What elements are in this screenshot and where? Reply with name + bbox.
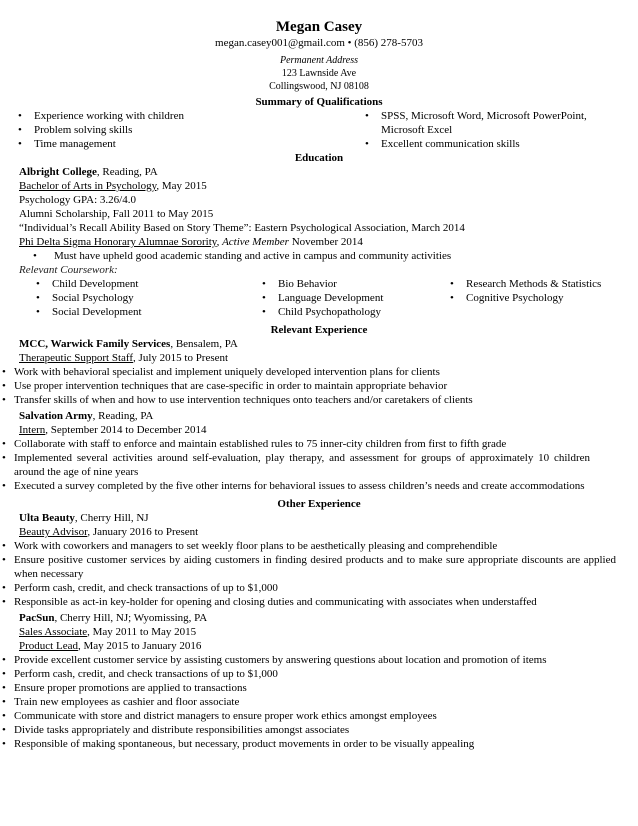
list-item: • Language Development [248, 291, 436, 305]
list-item: • Divide tasks appropriately and distribute responsibilities amongst associates [0, 723, 616, 737]
list-item: • Perform cash, credit, and check transactions of up to $1,000 [0, 667, 616, 681]
list-item: • SPSS, Microsoft Word, Microsoft PowerPoint, Microsoft Excel [351, 109, 601, 137]
list-item: • Social Psychology [22, 291, 248, 305]
list-item: • Excellent communication skills [351, 137, 601, 151]
list-item: • Use proper intervention techniques that are case-specific in order to maintain appropriate behavior [0, 379, 592, 393]
summary-heading: Summary of Qualifications [255, 96, 383, 108]
course-list-1 [0, 277, 248, 319]
list-item: • Social Development [22, 305, 248, 319]
list-item: • Ensure positive customer services by aiding customers in finding desired products and to make sure appropriate discounts are applied when necessary [0, 553, 616, 581]
coursework-columns [0, 277, 638, 319]
other-experience-heading: Other Experience [277, 498, 361, 510]
list-item: • Responsible of making spontaneous, but necessary, product movements in order to be visually appealing [0, 737, 616, 751]
education-heading: Education [294, 152, 344, 164]
org-location: , Reading, PA [92, 410, 154, 422]
job-title: Sales Associate [19, 626, 88, 638]
sorority-line: Phi Delta Sigma Honorary Alumnae Sorority, Active Member November 2014 [19, 236, 363, 248]
org-name: Ulta Beauty [19, 512, 75, 524]
list-item: • Perform cash, credit, and check transactions of up to $1,000 [0, 581, 616, 595]
list-item: • Implemented several activities around self-evaluation, play therapy, and assessment for groups of approximately 10 children around the age of nine years [0, 451, 590, 479]
list-item: • Work with coworkers and managers to set weekly floor plans to be aesthetically pleasing and comprehendible [0, 539, 616, 553]
job-title: Intern [19, 424, 46, 436]
list-item: • Problem solving skills [4, 123, 351, 137]
job-title: Beauty Advisor [19, 526, 88, 538]
relevant-experience-heading: Relevant Experience [270, 324, 368, 336]
contact-line: megan.casey001@gmail.com • (856) 278-5703 [215, 37, 423, 49]
job-date: , September 2014 to December 2014 [45, 424, 207, 436]
job-pacsun-bullets [0, 653, 638, 751]
job-date: , July 2015 to Present [133, 352, 229, 364]
school-location: , Reading, PA [96, 166, 158, 178]
course-list-3 [436, 277, 626, 319]
list-item: • Transfer skills of when and how to use intervention techniques onto teachers and/or caretakers of clients [0, 393, 592, 407]
list-item: • Cognitive Psychology [436, 291, 626, 305]
sorority-role: Active Member [222, 236, 289, 248]
job-date: , January 2016 to Present [87, 526, 199, 538]
org-name: Salvation Army [19, 410, 93, 422]
list-item: • Time management [4, 137, 351, 151]
permanent-address-label: Permanent Address [279, 55, 359, 66]
list-item: • Experience working with children [4, 109, 351, 123]
org-location: , Cherry Hill, NJ; Wyomissing, PA [54, 612, 208, 624]
address-line-1: 123 Lawnside Ave [281, 68, 357, 79]
job-salvation-bullets [0, 437, 638, 493]
education-block [0, 165, 638, 277]
school-name: Albright College [19, 166, 97, 178]
degree-date: , May 2015 [156, 180, 207, 192]
gpa: Psychology GPA: 3.26/4.0 [19, 194, 136, 206]
org-name: PacSun [19, 612, 55, 624]
coursework-label: Relevant Coursework: [19, 264, 118, 276]
list-item: • Research Methods & Statistics [436, 277, 626, 291]
degree: Bachelor of Arts in Psychology [19, 180, 157, 192]
job-ulta-header [0, 511, 638, 539]
job-title: Therapeutic Support Staff [19, 352, 134, 364]
degree-line [19, 179, 638, 193]
summary-list-left [0, 109, 351, 151]
job-pacsun-header [0, 611, 638, 653]
list-item: • Executed a survey completed by the five other interns for behavioral issues to assess children’s needs and create accommodations [0, 479, 590, 493]
sorority-date: November 2014 [288, 236, 363, 248]
job-mcc-bullets [0, 365, 638, 407]
job-date: , May 2015 to January 2016 [77, 640, 202, 652]
job-salvation-header [0, 409, 638, 437]
list-item: • Communicate with store and district managers to ensure proper work ethics amongst employees [0, 709, 616, 723]
list-item: • Must have upheld good academic standing and active in campus and community activities [19, 249, 638, 263]
job-title: Product Lead [19, 640, 78, 652]
candidate-name: Megan Casey [275, 19, 363, 35]
list-item: • Child Psychopathology [248, 305, 436, 319]
org-location: , Cherry Hill, NJ [74, 512, 149, 524]
org-location: , Bensalem, PA [170, 338, 238, 350]
sorority-name: Phi Delta Sigma Honorary Alumnae Sorority [19, 236, 217, 248]
list-item: • Ensure proper promotions are applied to transactions [0, 681, 616, 695]
list-item: • Responsible as act-in key-holder for opening and closing duties and communicating with associates when understaffed [0, 595, 616, 609]
school-line [19, 165, 638, 179]
summary-columns [0, 109, 638, 151]
scholarship: Alumni Scholarship, Fall 2011 to May 2015 [19, 208, 214, 220]
list-item: • Provide excellent customer service by assisting customers by answering questions about location and promotion of items [0, 653, 616, 667]
summary-list-right [351, 109, 601, 151]
address-line-2: Collingswood, NJ 08108 [269, 81, 369, 92]
job-date: , May 2011 to May 2015 [87, 626, 197, 638]
list-item: • Train new employees as cashier and floor associate [0, 695, 616, 709]
job-ulta-bullets [0, 539, 638, 609]
list-item: • Child Development [22, 277, 248, 291]
course-list-2 [248, 277, 436, 319]
list-item: • Collaborate with staff to enforce and maintain established rules to 75 inner-city children from first to fifth grade [0, 437, 590, 451]
list-item: • Work with behavioral specialist and implement uniquely developed intervention plans for clients [0, 365, 592, 379]
list-item: • Bio Behavior [248, 277, 436, 291]
org-name: MCC, Warwick Family Services [19, 338, 171, 350]
presentation: “Individual’s Recall Ability Based on Story Theme”: Eastern Psychological Association, March 2014 [19, 222, 465, 234]
job-mcc-header [0, 337, 638, 365]
sorority-bullets [19, 249, 638, 263]
